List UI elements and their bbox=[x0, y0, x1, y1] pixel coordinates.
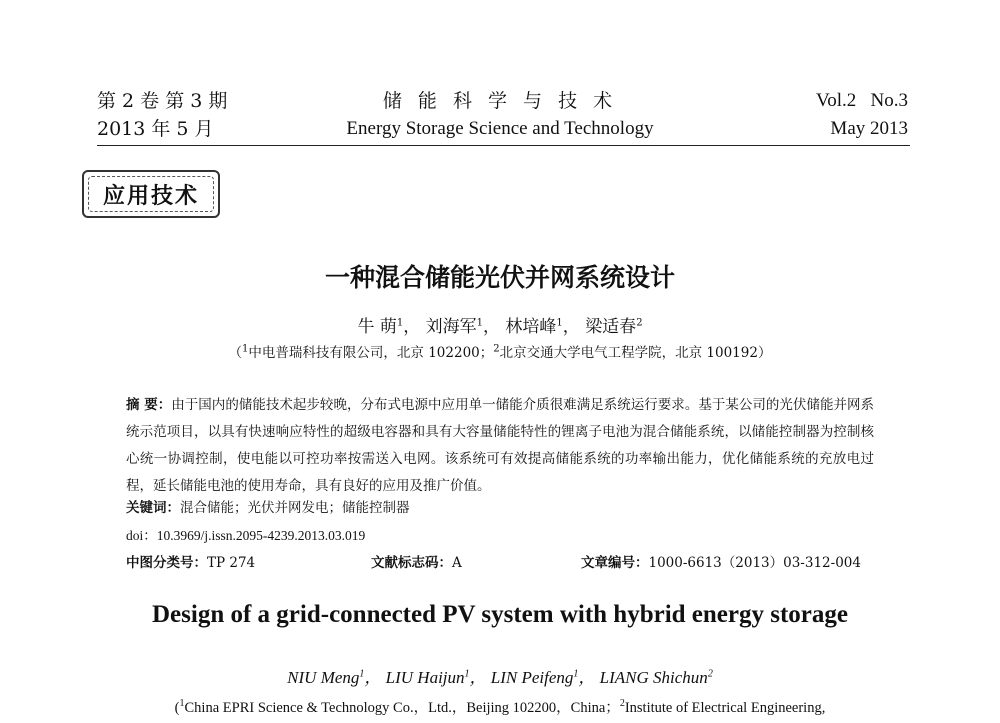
section-tag-box bbox=[82, 170, 220, 218]
affil-mark: 1 bbox=[242, 343, 249, 355]
affiliations-en bbox=[0, 696, 1000, 717]
clc-label: 中图分类号： bbox=[126, 555, 207, 571]
volume-issue-cn: 第 2 卷 第 3 期 bbox=[97, 90, 228, 112]
author-cn: 牛 萌 bbox=[357, 317, 397, 337]
author-en: LIN Peifeng bbox=[490, 668, 574, 687]
doc-value: A bbox=[452, 555, 462, 571]
header-rule bbox=[97, 145, 910, 146]
authors-cn: 牛 萌$^1$， 刘海军$^1$， 林培峰$^1$， 梁适春$^2$ bbox=[357, 317, 643, 337]
document-code bbox=[371, 553, 462, 573]
authors-en: NIU Meng$^1$， LIU Haijun$^1$， LIN Peifeng$^1$， LIANG Shichun$^2$ bbox=[287, 668, 713, 687]
keywords-text: 混合储能；光伏并网发电；储能控制器 bbox=[180, 500, 410, 516]
abstract-cn bbox=[126, 392, 874, 500]
clc-value: TP 274 bbox=[207, 555, 256, 571]
affiliation-1-en: China EPRI Science & Technology Co.，Ltd.，Beijing 102200，China； bbox=[184, 700, 620, 716]
clc-number bbox=[126, 553, 255, 573]
doc-label: 文献标志码： bbox=[371, 555, 452, 571]
affil-open-paren: ( bbox=[174, 700, 180, 716]
affil-mark: 2 bbox=[493, 343, 500, 355]
author-cn: 刘海军 bbox=[425, 317, 477, 337]
keywords-cn bbox=[126, 498, 410, 518]
title-en: Design of a grid-connected PV system with hybrid energy storage bbox=[152, 601, 848, 628]
article-value: 1000-6613（2013）03-312-004 bbox=[648, 555, 861, 571]
author-aff-mark: 2 bbox=[707, 668, 713, 680]
keywords-label: 关键词： bbox=[126, 500, 180, 516]
author-aff-mark: 2 bbox=[636, 317, 643, 329]
title-cn: 一种混合储能光伏并网系统设计 bbox=[324, 263, 675, 292]
doi: doi：10.3969/j.issn.2095-4239.2013.03.019 bbox=[126, 528, 366, 543]
affiliation-2-en: Institute of Electrical Engineering, bbox=[624, 700, 826, 716]
author-aff-mark: 1 bbox=[464, 668, 470, 680]
affiliation-1-cn: 中电普瑞科技有限公司，北京 102200； bbox=[248, 345, 494, 361]
author-aff-mark: 1 bbox=[359, 668, 365, 680]
affil-mark: 2 bbox=[619, 698, 625, 710]
author-aff-mark: 1 bbox=[396, 317, 404, 329]
affiliations-cn bbox=[0, 341, 1000, 361]
article-number bbox=[581, 553, 861, 573]
journal-name-en: Energy Storage Science and Technology bbox=[346, 118, 654, 139]
section-tag: 应用技术 bbox=[102, 184, 199, 209]
abstract-text: 由于国内的储能技术起步较晚，分布式电源中应用单一储能介质很难满足系统运行要求。基于某公司的光伏储能并网系统示范项目，以具有快速响应特性的超级电容器和具有大容量储能特性的锂离子电池为混合储能系统，以储能控制器为控制核心统一协调控制，使电能以可控功率按需送入电网。该系统可有效提高储能系统的功率输出能力，优化储能系统的充放电过程，延长储能电池的使用寿命，具有良好的应用及推广价值。 bbox=[126, 397, 875, 494]
abstract-label: 摘 要： bbox=[126, 397, 172, 413]
author-cn: 梁适春 bbox=[585, 317, 637, 337]
date-en: May 2013 bbox=[830, 118, 908, 139]
author-en: NIU Meng bbox=[287, 668, 360, 687]
date-cn: 2013 年 5 月 bbox=[97, 118, 214, 140]
author-aff-mark: 1 bbox=[476, 317, 483, 329]
article-label: 文章编号： bbox=[581, 555, 649, 571]
volume-issue-en: Vol.2 No.3 bbox=[815, 90, 908, 111]
author-en: LIANG Shichun bbox=[599, 668, 708, 687]
author-en: LIU Haijun bbox=[385, 668, 465, 687]
affiliation-2-cn: 北京交通大学电气工程学院，北京 100192） bbox=[499, 345, 772, 361]
affil-open-paren: （ bbox=[228, 345, 243, 361]
author-aff-mark: 1 bbox=[573, 668, 579, 680]
journal-name-cn: 储 能 科 学 与 技 术 bbox=[382, 90, 618, 112]
affil-mark: 1 bbox=[179, 698, 185, 710]
author-aff-mark: 1 bbox=[556, 317, 563, 329]
author-cn: 林培峰 bbox=[505, 317, 557, 337]
